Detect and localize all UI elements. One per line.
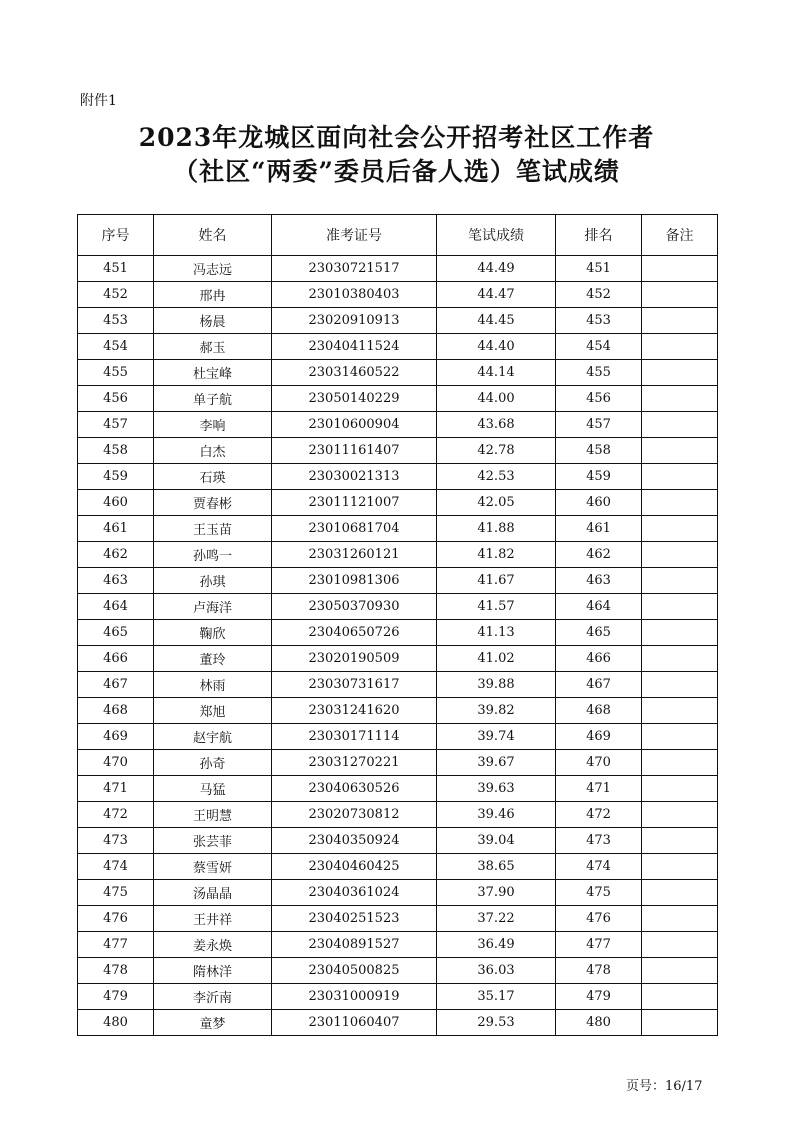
remarks-cell: [642, 568, 718, 594]
admission-ticket-cell: 23030731617: [272, 672, 437, 698]
rank-cell: 454: [556, 334, 642, 360]
attachment-label: 附件1: [80, 93, 117, 109]
rank-cell: 469: [556, 724, 642, 750]
rank-cell: 452: [556, 282, 642, 308]
rank-cell: 470: [556, 750, 642, 776]
name-cell: 林雨: [154, 672, 272, 698]
admission-ticket-cell: 23010981306: [272, 568, 437, 594]
score-cell: 38.65: [437, 854, 556, 880]
score-cell: 41.67: [437, 568, 556, 594]
rank-cell: 472: [556, 802, 642, 828]
score-cell: 44.40: [437, 334, 556, 360]
table-row: [78, 360, 718, 386]
table-row: [78, 516, 718, 542]
name-cell: 王明慧: [154, 802, 272, 828]
admission-ticket-cell: 23010380403: [272, 282, 437, 308]
serial-number-cell: 457: [78, 412, 154, 438]
table-row: [78, 1010, 718, 1036]
document-title-line-2: （社区“两委”委员后备人选）笔试成绩: [173, 157, 620, 186]
table-row: [78, 984, 718, 1010]
rank-cell: 453: [556, 308, 642, 334]
rank-cell: 479: [556, 984, 642, 1010]
remarks-cell: [642, 490, 718, 516]
admission-ticket-cell: 23020730812: [272, 802, 437, 828]
admission-ticket-cell: 23040500825: [272, 958, 437, 984]
rank-cell: 464: [556, 594, 642, 620]
name-cell: 鞠欣: [154, 620, 272, 646]
remarks-cell: [642, 776, 718, 802]
remarks-cell: [642, 828, 718, 854]
scores-table: [77, 214, 718, 1036]
header-remarks: 备注: [642, 215, 718, 256]
rank-cell: 468: [556, 698, 642, 724]
name-cell: 孙琪: [154, 568, 272, 594]
table-row: [78, 828, 718, 854]
remarks-cell: [642, 672, 718, 698]
header-serial-number: 序号: [78, 215, 154, 256]
table-body: [78, 256, 718, 1036]
remarks-cell: [642, 854, 718, 880]
table-row: [78, 802, 718, 828]
score-cell: 39.88: [437, 672, 556, 698]
table-row: [78, 672, 718, 698]
score-cell: 44.00: [437, 386, 556, 412]
header-rank: 排名: [556, 215, 642, 256]
score-cell: 39.82: [437, 698, 556, 724]
table-row: [78, 308, 718, 334]
admission-ticket-cell: 23040411524: [272, 334, 437, 360]
table-row: [78, 932, 718, 958]
table-header-row: [78, 215, 718, 256]
score-cell: 36.03: [437, 958, 556, 984]
document-title-line-1: 2023年龙城区面向社会公开招考社区工作者: [138, 123, 655, 152]
name-cell: 童梦: [154, 1010, 272, 1036]
score-cell: 41.82: [437, 542, 556, 568]
table-row: [78, 880, 718, 906]
remarks-cell: [642, 880, 718, 906]
serial-number-cell: 464: [78, 594, 154, 620]
serial-number-cell: 465: [78, 620, 154, 646]
admission-ticket-cell: 23031241620: [272, 698, 437, 724]
name-cell: 王玉苗: [154, 516, 272, 542]
name-cell: 石瑛: [154, 464, 272, 490]
admission-ticket-cell: 23030021313: [272, 464, 437, 490]
serial-number-cell: 452: [78, 282, 154, 308]
rank-cell: 459: [556, 464, 642, 490]
table-row: [78, 698, 718, 724]
score-cell: 39.04: [437, 828, 556, 854]
score-cell: 36.49: [437, 932, 556, 958]
serial-number-cell: 471: [78, 776, 154, 802]
serial-number-cell: 473: [78, 828, 154, 854]
remarks-cell: [642, 802, 718, 828]
serial-number-cell: 459: [78, 464, 154, 490]
remarks-cell: [642, 750, 718, 776]
serial-number-cell: 467: [78, 672, 154, 698]
rank-cell: 471: [556, 776, 642, 802]
remarks-cell: [642, 724, 718, 750]
score-cell: 41.13: [437, 620, 556, 646]
name-cell: 孙奇: [154, 750, 272, 776]
score-cell: 43.68: [437, 412, 556, 438]
name-cell: 单子航: [154, 386, 272, 412]
score-cell: 44.47: [437, 282, 556, 308]
score-cell: 39.46: [437, 802, 556, 828]
serial-number-cell: 451: [78, 256, 154, 282]
remarks-cell: [642, 412, 718, 438]
name-cell: 邢冉: [154, 282, 272, 308]
serial-number-cell: 476: [78, 906, 154, 932]
name-cell: 李响: [154, 412, 272, 438]
table-row: [78, 958, 718, 984]
remarks-cell: [642, 932, 718, 958]
admission-ticket-cell: 23040361024: [272, 880, 437, 906]
table-row: [78, 464, 718, 490]
rank-cell: 476: [556, 906, 642, 932]
score-cell: 41.57: [437, 594, 556, 620]
table-row: [78, 386, 718, 412]
serial-number-cell: 470: [78, 750, 154, 776]
admission-ticket-cell: 23040460425: [272, 854, 437, 880]
name-cell: 白杰: [154, 438, 272, 464]
serial-number-cell: 455: [78, 360, 154, 386]
admission-ticket-cell: 23011121007: [272, 490, 437, 516]
serial-number-cell: 453: [78, 308, 154, 334]
score-cell: 35.17: [437, 984, 556, 1010]
table-row: [78, 776, 718, 802]
name-cell: 马猛: [154, 776, 272, 802]
score-cell: 41.02: [437, 646, 556, 672]
remarks-cell: [642, 516, 718, 542]
rank-cell: 473: [556, 828, 642, 854]
admission-ticket-cell: 23031260121: [272, 542, 437, 568]
score-cell: 39.63: [437, 776, 556, 802]
admission-ticket-cell: 23030721517: [272, 256, 437, 282]
admission-ticket-cell: 23011060407: [272, 1010, 437, 1036]
rank-cell: 458: [556, 438, 642, 464]
admission-ticket-cell: 23010600904: [272, 412, 437, 438]
header-admission-ticket-number: 准考证号: [272, 215, 437, 256]
rank-cell: 475: [556, 880, 642, 906]
name-cell: 蔡雪妍: [154, 854, 272, 880]
serial-number-cell: 461: [78, 516, 154, 542]
serial-number-cell: 468: [78, 698, 154, 724]
rank-cell: 477: [556, 932, 642, 958]
table-row: [78, 568, 718, 594]
admission-ticket-cell: 23031270221: [272, 750, 437, 776]
admission-ticket-cell: 23040350924: [272, 828, 437, 854]
header-name: 姓名: [154, 215, 272, 256]
name-cell: 隋林洋: [154, 958, 272, 984]
table-row: [78, 906, 718, 932]
admission-ticket-cell: 23031460522: [272, 360, 437, 386]
admission-ticket-cell: 23020910913: [272, 308, 437, 334]
serial-number-cell: 474: [78, 854, 154, 880]
score-cell: 37.90: [437, 880, 556, 906]
admission-ticket-cell: 23020190509: [272, 646, 437, 672]
serial-number-cell: 469: [78, 724, 154, 750]
rank-cell: 455: [556, 360, 642, 386]
rank-cell: 465: [556, 620, 642, 646]
serial-number-cell: 472: [78, 802, 154, 828]
name-cell: 孙鸣一: [154, 542, 272, 568]
score-cell: 37.22: [437, 906, 556, 932]
remarks-cell: [642, 360, 718, 386]
table-row: [78, 412, 718, 438]
remarks-cell: [642, 906, 718, 932]
remarks-cell: [642, 464, 718, 490]
page-number: 页号：16/17: [626, 1079, 703, 1094]
admission-ticket-cell: 23031000919: [272, 984, 437, 1010]
rank-cell: 463: [556, 568, 642, 594]
remarks-cell: [642, 334, 718, 360]
serial-number-cell: 458: [78, 438, 154, 464]
serial-number-cell: 454: [78, 334, 154, 360]
table-row: [78, 334, 718, 360]
table-row: [78, 750, 718, 776]
table-row: [78, 646, 718, 672]
name-cell: 贾春彬: [154, 490, 272, 516]
rank-cell: 467: [556, 672, 642, 698]
table-row: [78, 620, 718, 646]
rank-cell: 456: [556, 386, 642, 412]
name-cell: 王井祥: [154, 906, 272, 932]
name-cell: 杨晨: [154, 308, 272, 334]
serial-number-cell: 480: [78, 1010, 154, 1036]
name-cell: 郑旭: [154, 698, 272, 724]
name-cell: 董玲: [154, 646, 272, 672]
remarks-cell: [642, 620, 718, 646]
score-cell: 39.67: [437, 750, 556, 776]
remarks-cell: [642, 984, 718, 1010]
serial-number-cell: 460: [78, 490, 154, 516]
header-written-exam-score: 笔试成绩: [437, 215, 556, 256]
remarks-cell: [642, 958, 718, 984]
score-cell: 44.45: [437, 308, 556, 334]
table-row: [78, 490, 718, 516]
remarks-cell: [642, 282, 718, 308]
name-cell: 杜宝峰: [154, 360, 272, 386]
remarks-cell: [642, 646, 718, 672]
name-cell: 张芸菲: [154, 828, 272, 854]
name-cell: 卢海洋: [154, 594, 272, 620]
score-cell: 42.53: [437, 464, 556, 490]
rank-cell: 461: [556, 516, 642, 542]
rank-cell: 474: [556, 854, 642, 880]
admission-ticket-cell: 23040650726: [272, 620, 437, 646]
remarks-cell: [642, 594, 718, 620]
admission-ticket-cell: 23011161407: [272, 438, 437, 464]
rank-cell: 451: [556, 256, 642, 282]
name-cell: 汤晶晶: [154, 880, 272, 906]
admission-ticket-cell: 23050140229: [272, 386, 437, 412]
name-cell: 郝玉: [154, 334, 272, 360]
score-cell: 41.88: [437, 516, 556, 542]
admission-ticket-cell: 23040891527: [272, 932, 437, 958]
rank-cell: 460: [556, 490, 642, 516]
rank-cell: 480: [556, 1010, 642, 1036]
rank-cell: 457: [556, 412, 642, 438]
table-row: [78, 854, 718, 880]
rank-cell: 466: [556, 646, 642, 672]
score-cell: 44.14: [437, 360, 556, 386]
score-cell: 42.78: [437, 438, 556, 464]
table-row: [78, 438, 718, 464]
table-row: [78, 542, 718, 568]
name-cell: 姜永焕: [154, 932, 272, 958]
serial-number-cell: 475: [78, 880, 154, 906]
table-row: [78, 594, 718, 620]
score-cell: 44.49: [437, 256, 556, 282]
admission-ticket-cell: 23040630526: [272, 776, 437, 802]
admission-ticket-cell: 23050370930: [272, 594, 437, 620]
serial-number-cell: 456: [78, 386, 154, 412]
name-cell: 李沂南: [154, 984, 272, 1010]
remarks-cell: [642, 542, 718, 568]
name-cell: 赵宇航: [154, 724, 272, 750]
score-cell: 42.05: [437, 490, 556, 516]
remarks-cell: [642, 386, 718, 412]
remarks-cell: [642, 256, 718, 282]
admission-ticket-cell: 23040251523: [272, 906, 437, 932]
table-row: [78, 724, 718, 750]
serial-number-cell: 462: [78, 542, 154, 568]
admission-ticket-cell: 23030171114: [272, 724, 437, 750]
name-cell: 冯志远: [154, 256, 272, 282]
admission-ticket-cell: 23010681704: [272, 516, 437, 542]
remarks-cell: [642, 698, 718, 724]
serial-number-cell: 479: [78, 984, 154, 1010]
remarks-cell: [642, 308, 718, 334]
rank-cell: 462: [556, 542, 642, 568]
table-row: [78, 282, 718, 308]
rank-cell: 478: [556, 958, 642, 984]
remarks-cell: [642, 1010, 718, 1036]
table-row: [78, 256, 718, 282]
score-cell: 39.74: [437, 724, 556, 750]
serial-number-cell: 466: [78, 646, 154, 672]
serial-number-cell: 478: [78, 958, 154, 984]
remarks-cell: [642, 438, 718, 464]
score-cell: 29.53: [437, 1010, 556, 1036]
serial-number-cell: 477: [78, 932, 154, 958]
serial-number-cell: 463: [78, 568, 154, 594]
